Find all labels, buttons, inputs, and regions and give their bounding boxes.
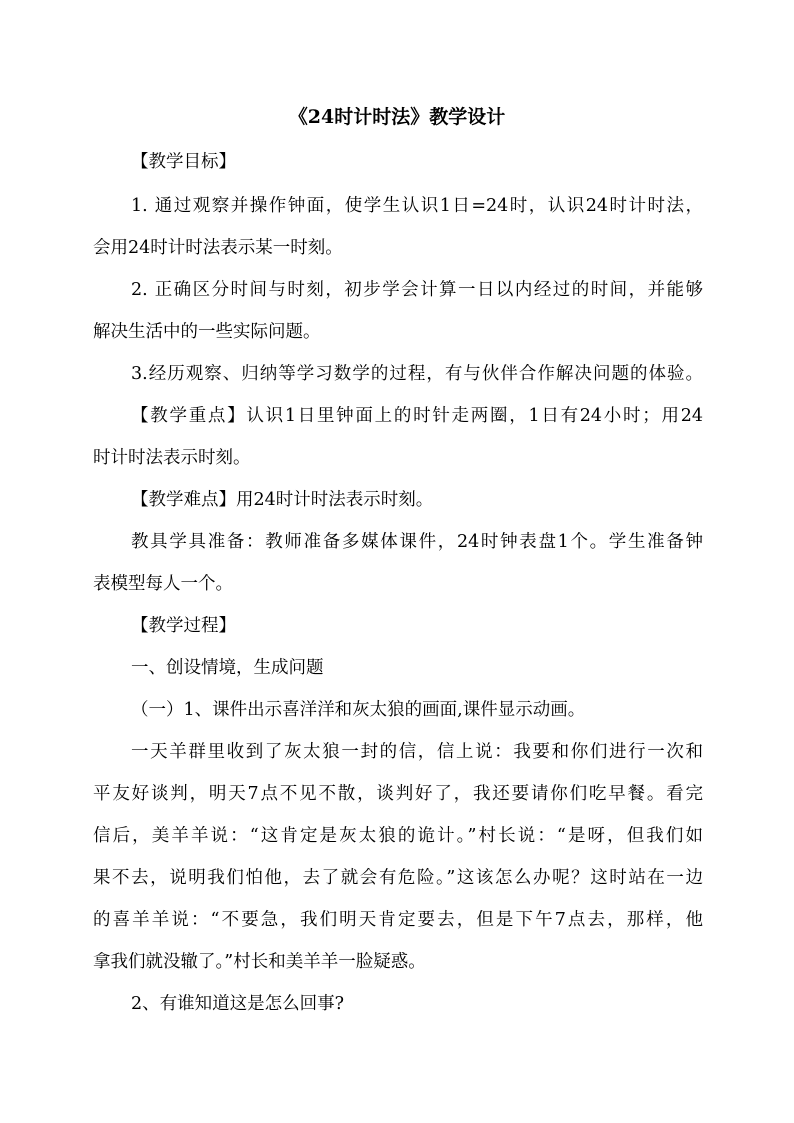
paragraph-line: 表模型每人一个。	[93, 574, 233, 594]
paragraph-line: 信后，美羊羊说：“这肯定是灰太狼的诡计。”村长说：“是呀，但我们如	[93, 826, 703, 846]
paragraph-line: 会用24时计时法表示某一时刻。	[93, 238, 343, 258]
paragraph-line: 一天羊群里收到了灰太狼一封的信，信上说：我要和你们进行一次和	[131, 742, 703, 762]
paragraph-line-difficulties: 【教学难点】用24时计时法表示时刻。	[131, 490, 434, 510]
paragraph-line: 果不去，说明我们怕他，去了就会有危险。”这该怎么办呢？这时站在一边	[93, 868, 703, 888]
paragraph-line: 2、有谁知道这是怎么回事?	[131, 994, 345, 1014]
paragraph-line-key-points: 【教学重点】认识1日里钟面上的时针走两圈，1日有24小时；用24	[131, 406, 703, 426]
heading-teaching-process: 【教学过程】	[131, 616, 236, 636]
paragraph-line: 解决生活中的一些实际问题。	[93, 322, 321, 342]
paragraph-line: （一）1、课件出示喜洋洋和灰太狼的画面,课件显示动画。	[131, 700, 586, 720]
document-title: 《24时计时法》教学设计	[288, 106, 506, 128]
heading-teaching-goals: 【教学目标】	[131, 152, 236, 172]
paragraph-line: 平友好谈判，明天7点不见不散，谈判好了，我还要请你们吃早餐。看完	[93, 784, 703, 804]
paragraph-line: 2. 正确区分时间与时刻，初步学会计算一日以内经过的时间，并能够	[131, 280, 703, 300]
paragraph-line: 的喜羊羊说：“不要急，我们明天肯定要去，但是下午7点去，那样，他	[93, 910, 703, 930]
paragraph-line: 时计时法表示时刻。	[93, 448, 251, 468]
paragraph-line-materials: 教具学具准备：教师准备多媒体课件，24时钟表盘1个。学生准备钟	[131, 532, 703, 552]
paragraph-line: 3.经历观察、归纳等学习数学的过程，有与伙伴合作解决问题的体验。	[131, 364, 703, 384]
paragraph-line: 1. 通过观察并操作钟面，使学生认识1日=24时，认识24时计时法，	[131, 196, 703, 216]
paragraph-line: 拿我们就没辙了。”村长和美羊羊一脸疑惑。	[93, 952, 426, 972]
section-heading: 一、创设情境，生成问题	[131, 658, 324, 678]
